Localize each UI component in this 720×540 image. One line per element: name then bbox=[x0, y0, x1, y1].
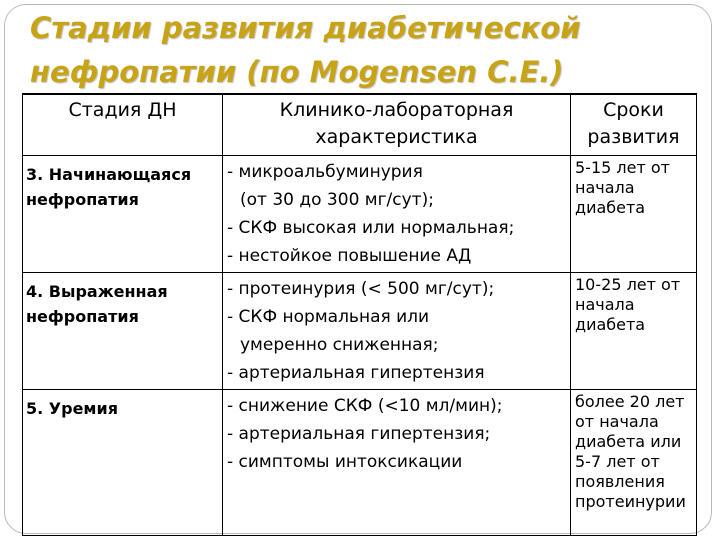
characteristic-item: - СКФ высокая или нормальная; bbox=[227, 218, 515, 238]
term-text: диабета или bbox=[575, 432, 682, 451]
stage-name: 5. Уремия bbox=[26, 399, 118, 418]
term-cell bbox=[571, 390, 697, 536]
term-text: появления bbox=[575, 472, 665, 491]
stage-name: нефропатия bbox=[26, 307, 139, 326]
characteristic-item: - СКФ нормальная или bbox=[227, 307, 430, 327]
term-text: диабета bbox=[575, 315, 646, 334]
characteristic-item: умеренно сниженная; bbox=[240, 335, 439, 355]
header-characteristics: Клинико-лабораторная характеристика bbox=[223, 94, 571, 156]
characteristic-item: - снижение СКФ (<10 мл/мин); bbox=[227, 396, 503, 416]
table-row bbox=[23, 273, 697, 390]
term-text: диабета bbox=[575, 198, 646, 217]
characteristic-item: - нестойкое повышение АД bbox=[227, 246, 472, 266]
title-line-1: Стадии развития диабетической bbox=[30, 11, 581, 45]
term-text: начала bbox=[575, 178, 635, 197]
table-row bbox=[23, 390, 697, 536]
stage-cell bbox=[23, 390, 223, 536]
term-text: протеинурии bbox=[575, 492, 686, 511]
term-cell bbox=[571, 273, 697, 390]
slide-title bbox=[30, 6, 690, 94]
stages-table bbox=[22, 93, 697, 536]
term-text: начала bbox=[575, 295, 635, 314]
term-text: 5-15 лет от bbox=[575, 158, 670, 177]
characteristic-item: - артериальная гипертензия bbox=[227, 363, 485, 383]
term-text: 10-25 лет от bbox=[575, 275, 681, 294]
header-term: Сроки развития bbox=[571, 94, 697, 156]
stage-name: нефропатия bbox=[26, 190, 139, 209]
characteristic-item: (от 30 до 300 мг/сут); bbox=[240, 190, 434, 210]
term-cell bbox=[571, 156, 697, 273]
characteristic-item: - протеинурия (< 500 мг/сут); bbox=[227, 279, 495, 299]
term-text: 5-7 лет от bbox=[575, 452, 660, 471]
stage-cell bbox=[23, 156, 223, 273]
characteristics-cell bbox=[223, 156, 571, 273]
title-line-2: нефропатии (по Mogensen C.E.) bbox=[30, 55, 564, 89]
stage-name: 4. Выраженная bbox=[26, 282, 168, 301]
characteristic-item: - симптомы интоксикации bbox=[227, 452, 463, 472]
characteristic-item: - микроальбуминурия bbox=[227, 162, 423, 182]
header-stage: Стадия ДН bbox=[23, 94, 223, 156]
characteristics-cell bbox=[223, 273, 571, 390]
stage-cell bbox=[23, 273, 223, 390]
term-text: более 20 лет bbox=[575, 392, 685, 411]
term-text: от начала bbox=[575, 412, 659, 431]
stage-name: 3. Начинающаяся bbox=[26, 165, 192, 184]
characteristics-cell bbox=[223, 390, 571, 536]
table-header-row bbox=[23, 94, 697, 156]
characteristic-item: - артериальная гипертензия; bbox=[227, 424, 491, 444]
table-row bbox=[23, 156, 697, 273]
